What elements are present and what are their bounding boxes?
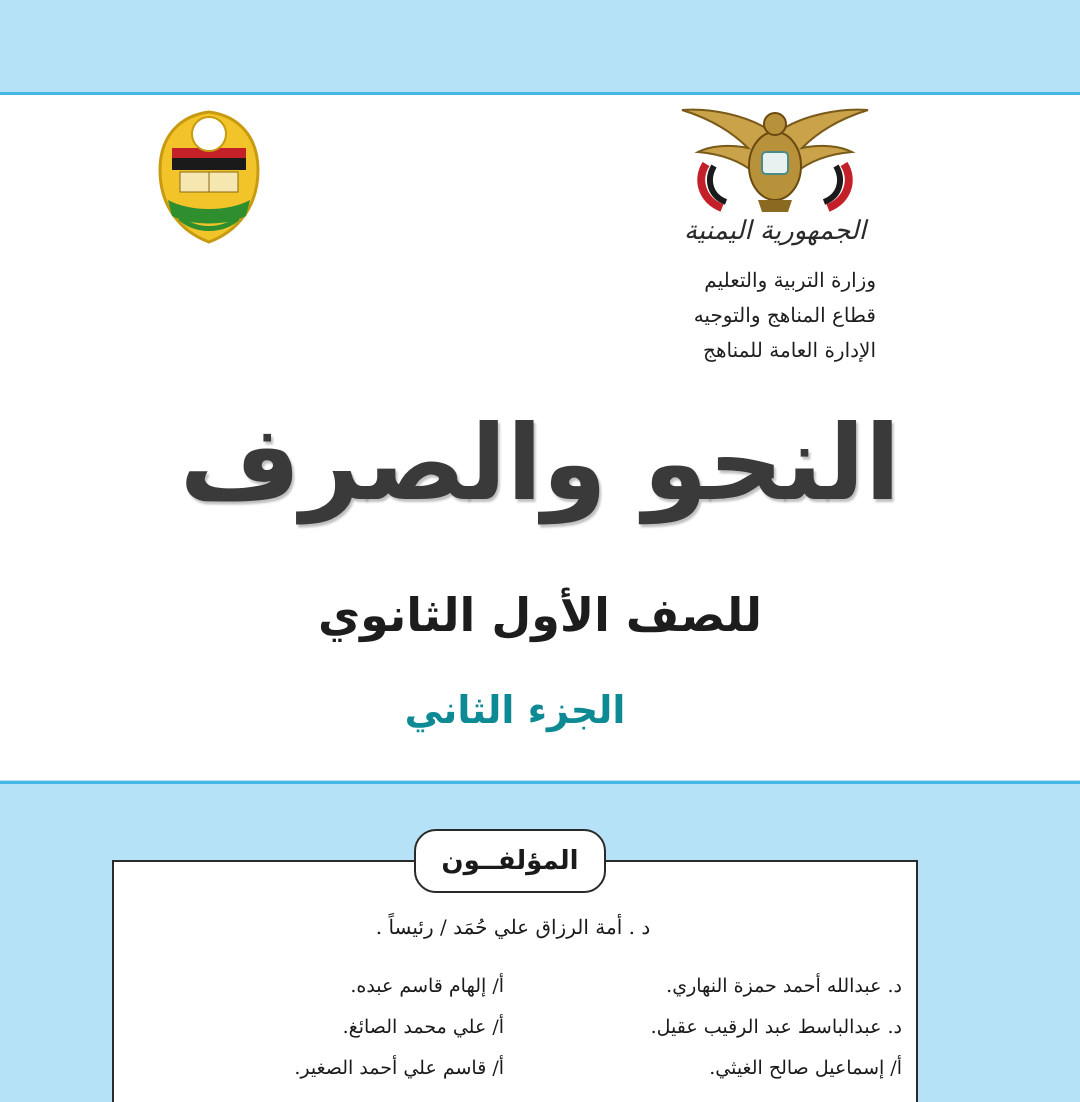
author-name: د. عبدالله أحمد حمزة النهاري. bbox=[666, 975, 902, 997]
ministry-emblem-icon bbox=[150, 108, 268, 246]
grade-subtitle: للصف الأول الثانوي bbox=[317, 588, 763, 642]
author-name: أ/ إسماعيل صالح الغيثي. bbox=[709, 1057, 902, 1079]
book-title: النحو والصرف bbox=[179, 402, 901, 524]
department-line: الإدارة العامة للمناهج bbox=[703, 338, 876, 362]
part-label: الجزء الثاني bbox=[404, 688, 626, 732]
sector-line: قطاع المناهج والتوجيه bbox=[693, 303, 876, 327]
author-name: أ/ قاسم علي أحمد الصغير. bbox=[294, 1057, 504, 1079]
ministry-line: وزارة التربية والتعليم bbox=[704, 268, 876, 292]
top-band bbox=[0, 0, 1080, 92]
republic-name: الجمهورية اليمنية bbox=[683, 216, 866, 246]
author-name: د. عبدالباسط عبد الرقيب عقيل. bbox=[650, 1016, 902, 1038]
chief-author: د . أمة الرزاق علي حُمَد / رئيساً . bbox=[375, 915, 651, 939]
eagle-emblem-icon bbox=[678, 104, 872, 216]
authors-heading: المؤلفــون bbox=[414, 829, 606, 893]
author-name: أ/ علي محمد الصائغ. bbox=[342, 1016, 504, 1038]
author-name: أ/ إلهام قاسم عبده. bbox=[350, 975, 504, 997]
